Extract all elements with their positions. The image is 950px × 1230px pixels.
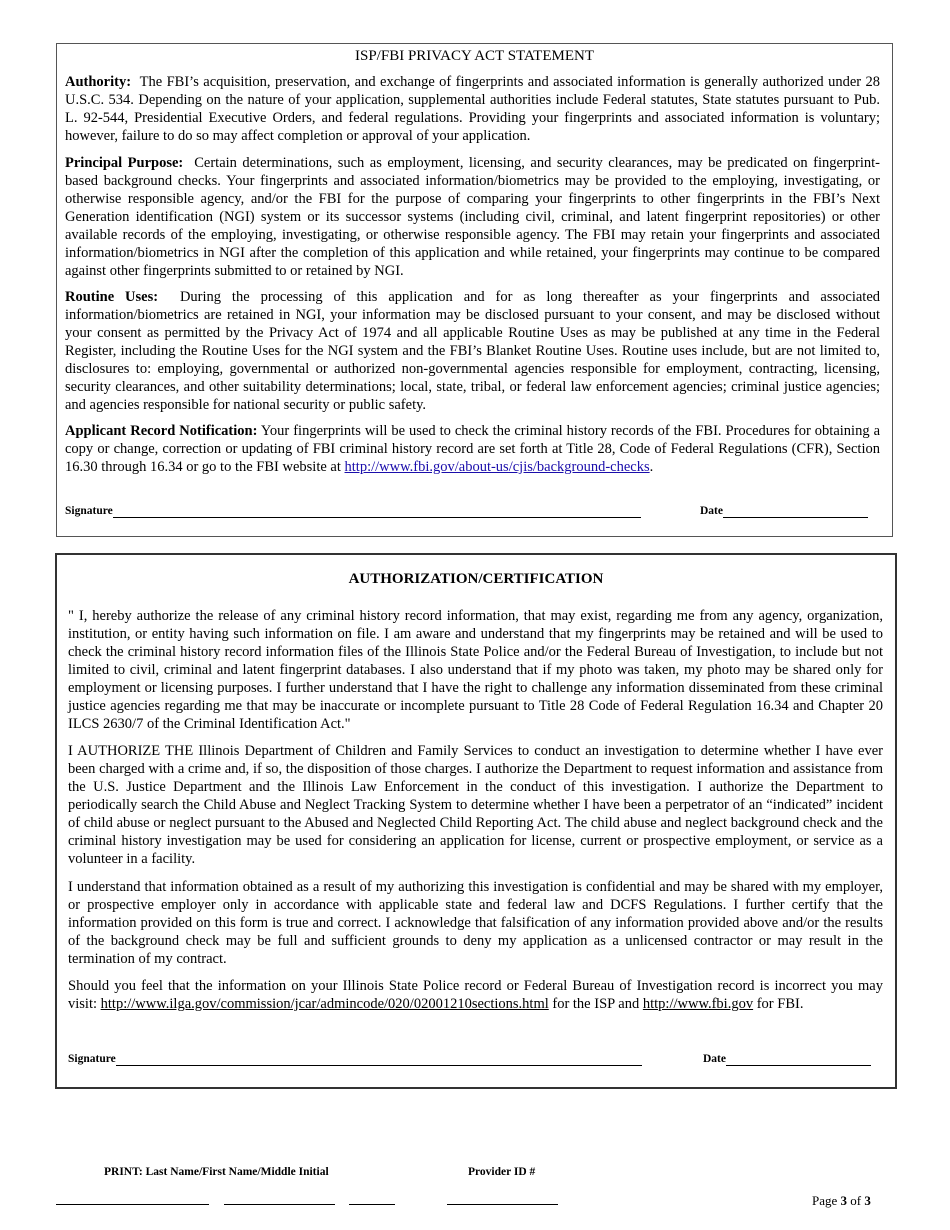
para4-start: Should you feel that the information on your Illinois State Police record or Federal Bureau of Investigation record is incorrect you may visit: — [68, 978, 883, 1012]
routine-uses-paragraph — [65, 288, 880, 414]
privacy-act-title: ISP/FBI PRIVACY ACT STATEMENT — [355, 48, 594, 64]
authorization-signature-label: Signature — [68, 1053, 116, 1065]
last-name-field[interactable] — [56, 1204, 209, 1205]
authority-label: Authority: — [65, 74, 132, 90]
first-name-field[interactable] — [224, 1204, 335, 1205]
ilga-admincode-link[interactable]: http://www.ilga.gov/commission/jcar/admincode/020/02001210sections.html — [100, 996, 549, 1012]
privacy-signature-row — [65, 504, 641, 518]
authority-text: The FBI’s acquisition, preservation, and exchange of fingerprints and associated information is generally authorized under 28 U.S.C. 534. Depending on the nature of your application, supplemental authorities include Federal statutes, State statutes pursuant to Pub. L. 92-544, Presidential Executive Orders, and federal regulations. Providing your fingerprints and associated information is voluntary; however, failure to do so may affect completion or approval of your application. — [65, 74, 881, 144]
print-name-label: PRINT: Last Name/First Name/Middle Initial — [104, 1166, 329, 1178]
principal-purpose-label: Principal Purpose: — [65, 155, 184, 171]
authorization-signature-row — [68, 1052, 642, 1066]
notification-end: . — [649, 459, 654, 475]
authorization-date-label: Date — [703, 1053, 726, 1065]
privacy-signature-label: Signature — [65, 505, 113, 517]
authorization-paragraph-3: I understand that information obtained as a result of my authorizing this investigation is confidential and may be shared with my employer, or prospective employer only in accordance with applicable state and federal law and DCFS Regulations. I further certify that the information provided on this form is true and correct. I acknowledge that falsification of any information provided above and/or the results of the background check may be full and sufficient grounds to deny my application as a unlicensed contractor or may result in the termination of my contract. — [68, 879, 883, 967]
privacy-date-label: Date — [700, 505, 723, 517]
authority-paragraph — [65, 73, 880, 145]
provider-id-field[interactable] — [447, 1204, 558, 1205]
authorization-paragraph-1: " I, hereby authorize the release of any criminal history record information, that may exist, regarding me from any agency, organization, institution, or entity having such information on file. I am aware and understand that my fingerprints may be retained and will be used to check the criminal history record information files of the Illinois State Police and/or the Federal Bureau of Investigation, to include but not limited to civil, criminal and latent fingerprint databases. I also understand that if my photo was taken, my photo may be shared only for employment or licensing purposes. I further understand that I have the right to challenge any information disseminated from these criminal justice agencies regarding me that may be inaccurate or incomplete pursuant to Title 28 Code of Federal Regulation 16.34 and Chapter 20 ILCS 2630/7 of the Criminal Identification Act." — [68, 608, 883, 732]
page-prefix: Page — [812, 1193, 841, 1208]
provider-id-label: Provider ID # — [468, 1166, 536, 1178]
routine-uses-text: During the processing of this application and for as long thereafter as your fingerprints and associated information/biometrics are retained in NGI, your information may be disclosed pursuant to your consent, and may be disclosed without your consent as permitted by the Privacy Act of 1974 and all applicable Routine Uses as may be published at any time in the Federal Register, including the Routine Uses for the NGI system and the FBI’s Blanket Routine Uses. Routine uses include, but are not limited to, disclosures to: employing, governmental or authorized non-governmental agencies responsible for employment, contracting, licensing, security clearances, and other suitability determinations; local, state, tribal, or federal law enforcement agencies; criminal justice agencies; and agencies responsible for national security or public safety. — [65, 289, 881, 413]
privacy-signature-field[interactable] — [113, 505, 641, 518]
para4-mid: for the ISP and — [548, 996, 643, 1012]
middle-initial-field[interactable] — [349, 1204, 395, 1205]
page-current: 3 — [840, 1193, 848, 1208]
page-total: 3 — [864, 1193, 871, 1208]
applicant-notification-text: Your fingerprints will be used to check the criminal history records of the FBI. Procedures for obtaining a copy or change, correction or updating of FBI criminal history record are set forth at Title 28, Code of Federal Regulations (CFR), Section 16.30 through 16.34 or go to the FBI website at — [65, 423, 880, 475]
para4-end: for FBI. — [753, 996, 804, 1012]
routine-uses-label: Routine Uses: — [65, 289, 159, 305]
page-number — [812, 1193, 871, 1209]
applicant-notification-paragraph — [65, 422, 880, 476]
authorization-title: AUTHORIZATION/CERTIFICATION — [348, 571, 604, 587]
authorization-signature-field[interactable] — [116, 1053, 642, 1066]
authorization-date-field[interactable] — [726, 1053, 871, 1066]
fbi-gov-link[interactable]: http://www.fbi.gov — [642, 996, 754, 1012]
principal-purpose-text: Certain determinations, such as employment, licensing, and security clearances, may be predicated on fingerprint-based background checks. Your fingerprints and associated information/biometrics may be provided to the employing, investigating, or otherwise responsible agency, and/or the FBI for the purpose of comparing your fingerprints to other fingerprints in the FBI’s Next Generation identification (NGI) system or its successor systems (including civil, criminal, and latent fingerprint repositories) or other available records of the employing, investigating, or otherwise responsible agency. The FBI may retain your fingerprints and associated information/biometrics in NGI after the completion of this application and while retained, your fingerprints may continue to be compared against other fingerprints submitted to or retained by NGI. — [65, 155, 880, 279]
privacy-date-row — [700, 504, 868, 518]
privacy-date-field[interactable] — [723, 505, 868, 518]
fbi-background-checks-link[interactable]: http://www.fbi.gov/about-us/cjis/background-checks — [344, 459, 650, 475]
authorization-paragraph-4 — [68, 977, 883, 1013]
authorization-section — [55, 553, 897, 1089]
page-of: of — [847, 1193, 865, 1208]
authorization-paragraph-2: I AUTHORIZE THE Illinois Department of Children and Family Services to conduct an investigation to determine whether I have ever been charged with a crime and, if so, the disposition of those charges. I authorize the Department to request information and assistance from the U.S. Justice Department and the Illinois Law Enforcement in the conduct of this investigation. I authorize the Department to periodically search the Child Abuse and Neglect Tracking System to determine whether I have been a perpetrator of an “indicated” incident of child abuse or neglect pursuant to the Abused and Neglected Child Reporting Act. The child abuse and neglect background check and the criminal history investigation may be used for considering an application for license, current or prospective employment, or service as a volunteer in a facility. — [68, 743, 883, 867]
principal-purpose-paragraph — [65, 154, 880, 280]
applicant-notification-label: Applicant Record Notification: — [65, 423, 258, 439]
privacy-act-section — [56, 43, 893, 537]
authorization-date-row — [703, 1052, 871, 1066]
